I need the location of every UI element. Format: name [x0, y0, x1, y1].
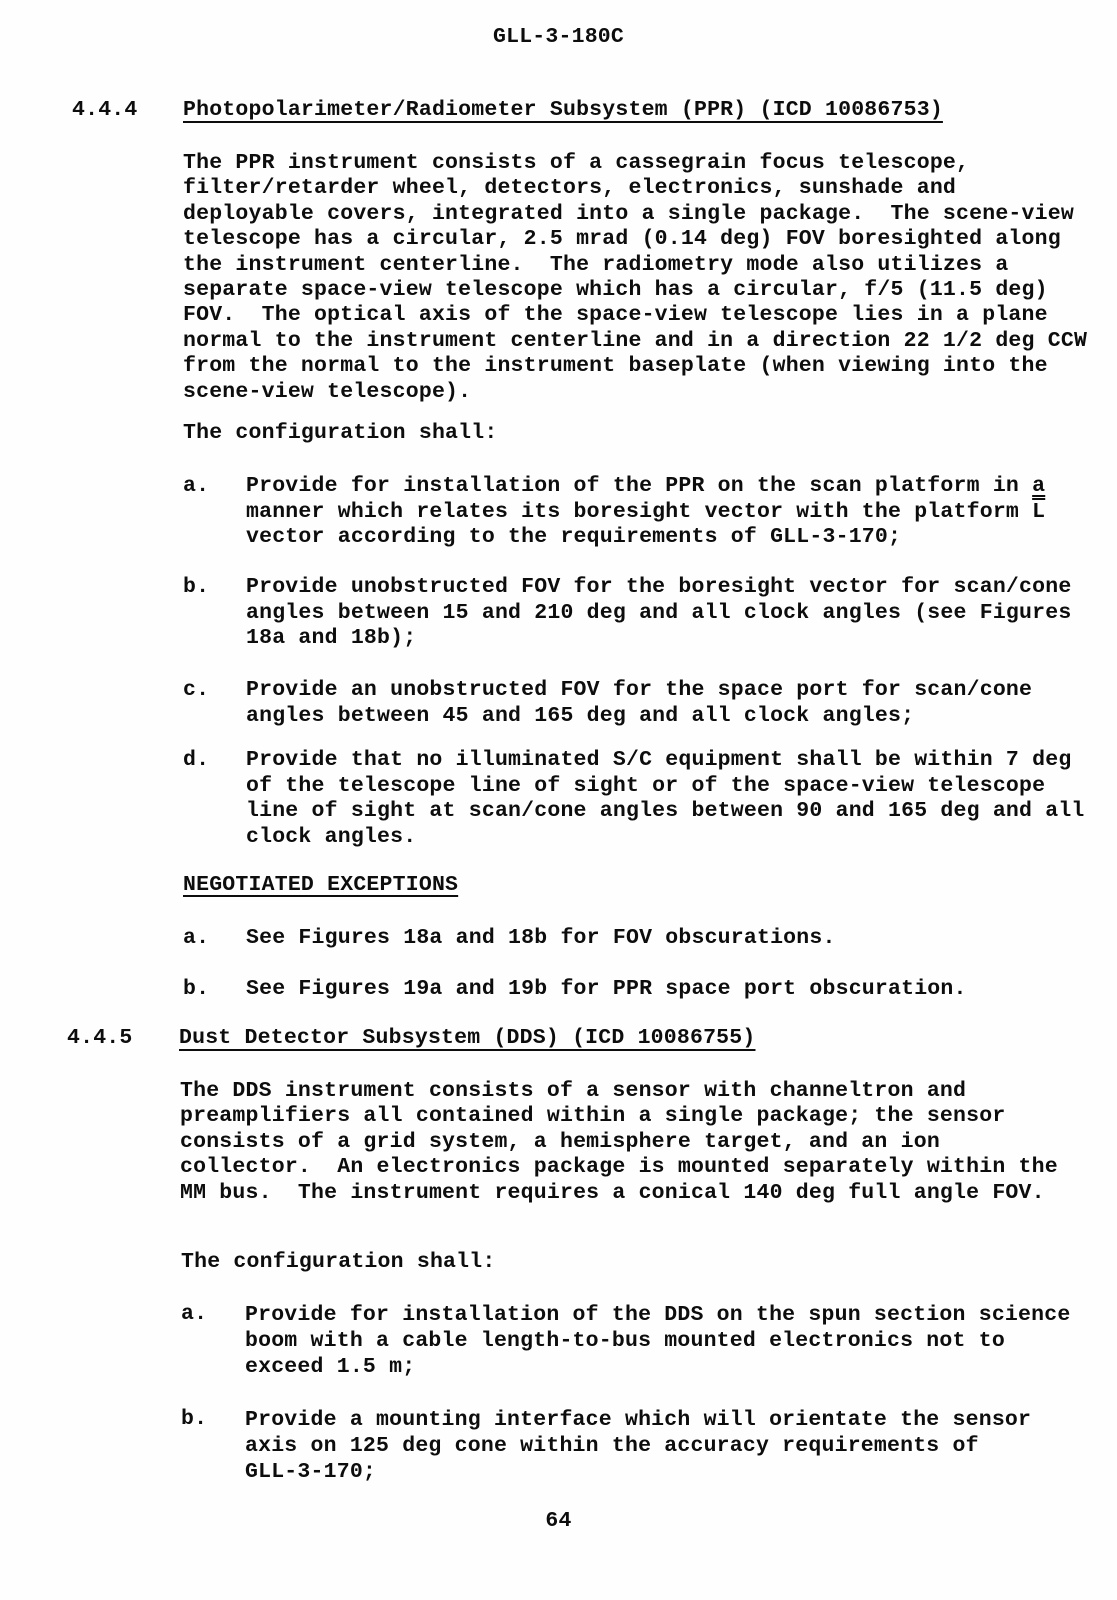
negotiated-exceptions-heading: NEGOTIATED EXCEPTIONS: [183, 873, 459, 897]
ppr-item-a-line3: vector according to the requirements of GLL-3-170;: [246, 525, 902, 549]
exception-a-label: a.: [183, 926, 210, 950]
ppr-config-heading: The configuration shall:: [183, 421, 498, 445]
dds-config-heading: The configuration shall:: [181, 1250, 496, 1274]
exception-b-text: See Figures 19a and 19b for PPR space port obscuration.: [246, 977, 967, 1001]
ppr-item-d-text: Provide that no illuminated S/C equipment shall be within 7 deg of the telescope line of sight or of the space-view telescope line of sight at scan/cone angles between 90 and 165 deg and all clock angles.: [246, 748, 1085, 849]
ppr-item-a-text: [246, 474, 1045, 551]
ppr-intro-paragraph: The PPR instrument consists of a cassegrain focus telescope, filter/retarder wheel, detectors, electronics, sunshade and deployable covers, integrated into a single package. The scene-view telescope has a circular, 2.5 mrad (0.14 deg) FOV boresighted along the instrument centerline. The radiometry mode also utilizes a separate space-view telescope which has a circular, f/5 (11.5 deg) FOV. The optical axis of the space-view telescope lies in a plane normal to the instrument centerline and in a direction 22 1/2 deg CCW from the normal to the instrument baseplate (when viewing into the scene-view telescope).: [183, 151, 1088, 404]
document-number-header: GLL-3-180C: [492, 25, 625, 49]
page-number: 64: [545, 1509, 572, 1533]
ppr-item-c-label: c.: [183, 678, 210, 702]
dds-item-a-text: Provide for installation of the DDS on the spun section science boom with a cable length-to-bus mounted electronics not to exceed 1.5 m;: [245, 1303, 1071, 1379]
ppr-item-b-label: b.: [183, 575, 210, 599]
ppr-item-b-text: Provide unobstructed FOV for the boresight vector for scan/cone angles between 15 and 210 deg and all clock angles (see Figures 18a and 18b);: [246, 575, 1072, 650]
ppr-item-a-line1: Provide for installation of the PPR on the scan platform in: [246, 474, 1033, 498]
dds-item-b-text: Provide a mounting interface which will orientate the sensor axis on 125 deg cone within the accuracy requirements of GLL-3-170;: [245, 1408, 1032, 1484]
ppr-item-a-line2: manner which relates its boresight vector with the platform: [246, 499, 1033, 524]
dds-item-a-label: a.: [181, 1302, 208, 1326]
ppr-item-a-overlined-L: $\overline{L}$: [1032, 499, 1046, 524]
ppr-item-a-label: a.: [183, 474, 210, 498]
exception-a-text: See Figures 18a and 18b for FOV obscurations.: [246, 926, 836, 950]
exception-b-label: b.: [183, 977, 210, 1001]
dds-intro-paragraph: The DDS instrument consists of a sensor with channeltron and preamplifiers all contained within a single package; the sensor consists of a grid system, a hemisphere target, and an ion collector. An electronics package is mounted separately within the MM bus. The instrument requires a conical 140 deg full angle FOV.: [180, 1079, 1058, 1205]
section-title-ppr: Photopolarimeter/Radiometer Subsystem (PPR) (ICD 10086753): [183, 98, 943, 122]
section-number-dds: 4.4.5: [67, 1026, 133, 1050]
section-title-dds: Dust Detector Subsystem (DDS) (ICD 10086755): [179, 1026, 756, 1050]
ppr-item-c-text: Provide an unobstructed FOV for the space port for scan/cone angles between 45 and 165 deg and all clock angles;: [246, 678, 1033, 728]
dds-item-b-label: b.: [181, 1407, 208, 1431]
ppr-item-d-label: d.: [183, 748, 210, 772]
section-number-ppr: 4.4.4: [72, 98, 138, 122]
ppr-item-a-underlined-a: a: [1032, 474, 1046, 498]
